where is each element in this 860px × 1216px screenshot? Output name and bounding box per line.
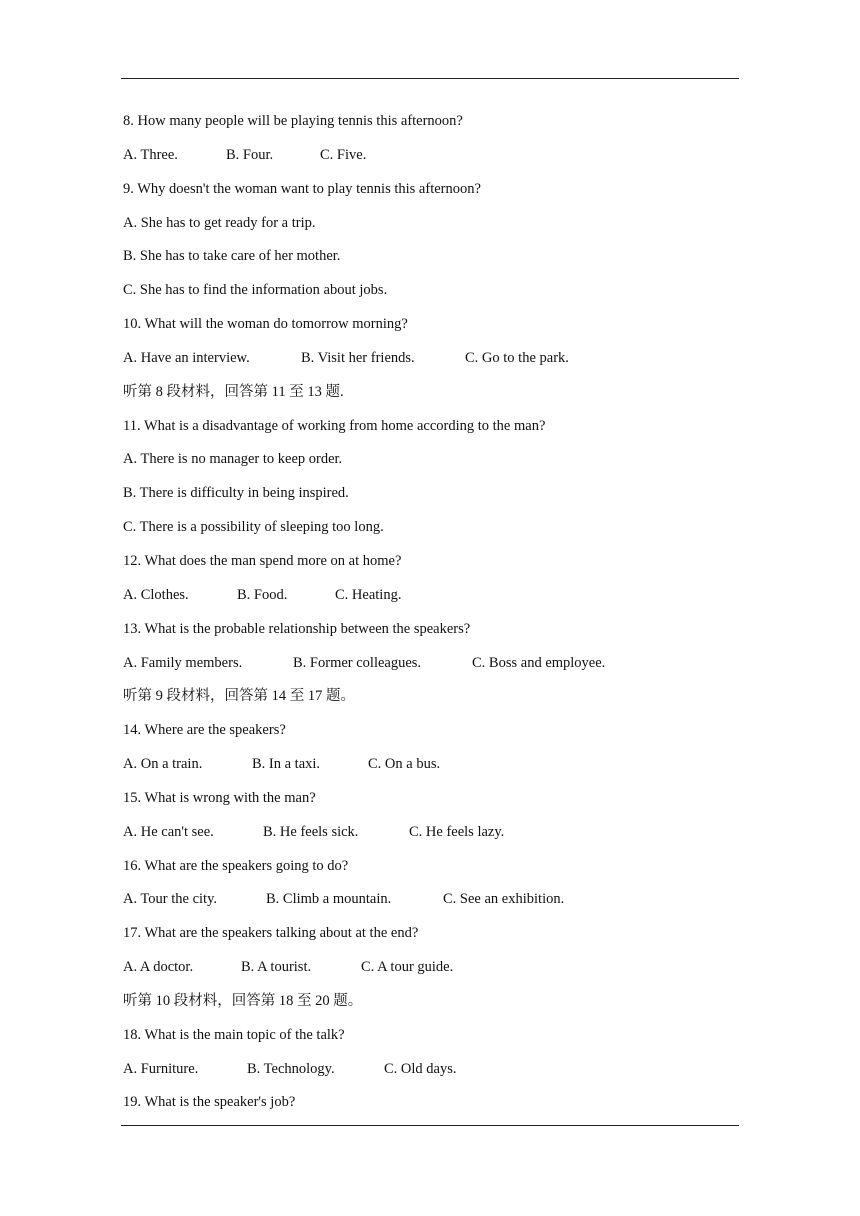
question-17-options [123,955,743,989]
question-16-options [123,887,743,921]
question-19: 19. What is the speaker's job? [123,1094,296,1111]
option-b: B. Climb a mountain. [266,891,392,908]
option-b: B. Four. [226,146,274,163]
question-list [123,109,743,1124]
section-heading-8: 听第 8 段材料，回答第 11 至 13 题. [123,383,344,400]
option-c: C. Go to the park. [465,349,569,366]
option-b: B. She has to take care of her mother. [123,248,341,265]
question-14-options [123,752,743,786]
option-a: A. There is no manager to keep order. [123,451,343,468]
question-17: 17. What are the speakers talking about at the end? [123,925,419,942]
option-b: B. There is difficulty in being inspired. [123,485,349,502]
option-a: A. He can't see. [123,823,214,840]
question-12: 12. What does the man spend more on at home? [123,552,402,569]
question-13: 13. What is the probable relationship between the speakers? [123,620,471,637]
option-b: B. A tourist. [241,959,312,976]
option-a: A. Furniture. [123,1060,199,1077]
option-a: A. Clothes. [123,586,189,603]
top-rule [121,78,739,79]
option-c: C. Heating. [335,586,402,603]
option-a: A. She has to get ready for a trip. [123,214,316,231]
option-c: C. A tour guide. [361,959,454,976]
question-16: 16. What are the speakers going to do? [123,857,349,874]
question-15: 15. What is wrong with the man? [123,789,316,806]
question-18: 18. What is the main topic of the talk? [123,1026,345,1043]
option-a: A. Have an interview. [123,349,250,366]
section-heading-9: 听第 9 段材料，回答第 14 至 17 题。 [123,688,355,705]
option-c: C. Boss and employee. [472,654,606,671]
question-8: 8. How many people will be playing tennis this afternoon? [123,113,463,129]
option-a: A. Tour the city. [123,891,218,908]
option-b: B. Former colleagues. [293,654,422,671]
question-18-options [123,1057,743,1091]
option-a: A. On a train. [123,756,203,773]
option-c: C. See an exhibition. [443,891,565,908]
question-13-options [123,651,743,685]
option-b: B. He feels sick. [263,823,359,840]
option-b: B. In a taxi. [252,756,321,773]
option-a: A. Family members. [123,654,243,671]
option-c: C. Old days. [384,1060,457,1077]
option-c: C. There is a possibility of sleeping too long. [123,519,384,536]
option-a: A. Three. [123,146,178,163]
question-10-options [123,346,743,380]
section-heading-10: 听第 10 段材料，回答第 18 至 20 题。 [123,992,363,1009]
question-14: 14. Where are the speakers? [123,722,286,739]
option-c: C. She has to find the information about jobs. [123,282,388,299]
question-10: 10. What will the woman do tomorrow morning? [123,316,408,333]
question-9: 9. Why doesn't the woman want to play tennis this afternoon? [123,180,481,197]
option-c: C. He feels lazy. [409,823,505,840]
question-12-options [123,583,743,617]
question-15-options [123,820,743,854]
question-11: 11. What is a disadvantage of working from home according to the man? [123,417,546,434]
option-a: A. A doctor. [123,959,194,976]
question-8-options [123,143,743,177]
option-c: C. On a bus. [368,756,441,773]
option-b: B. Food. [237,586,288,603]
option-b: B. Technology. [247,1060,335,1077]
option-c: C. Five. [320,146,367,163]
option-b: B. Visit her friends. [301,349,415,366]
bottom-rule [121,1125,739,1126]
